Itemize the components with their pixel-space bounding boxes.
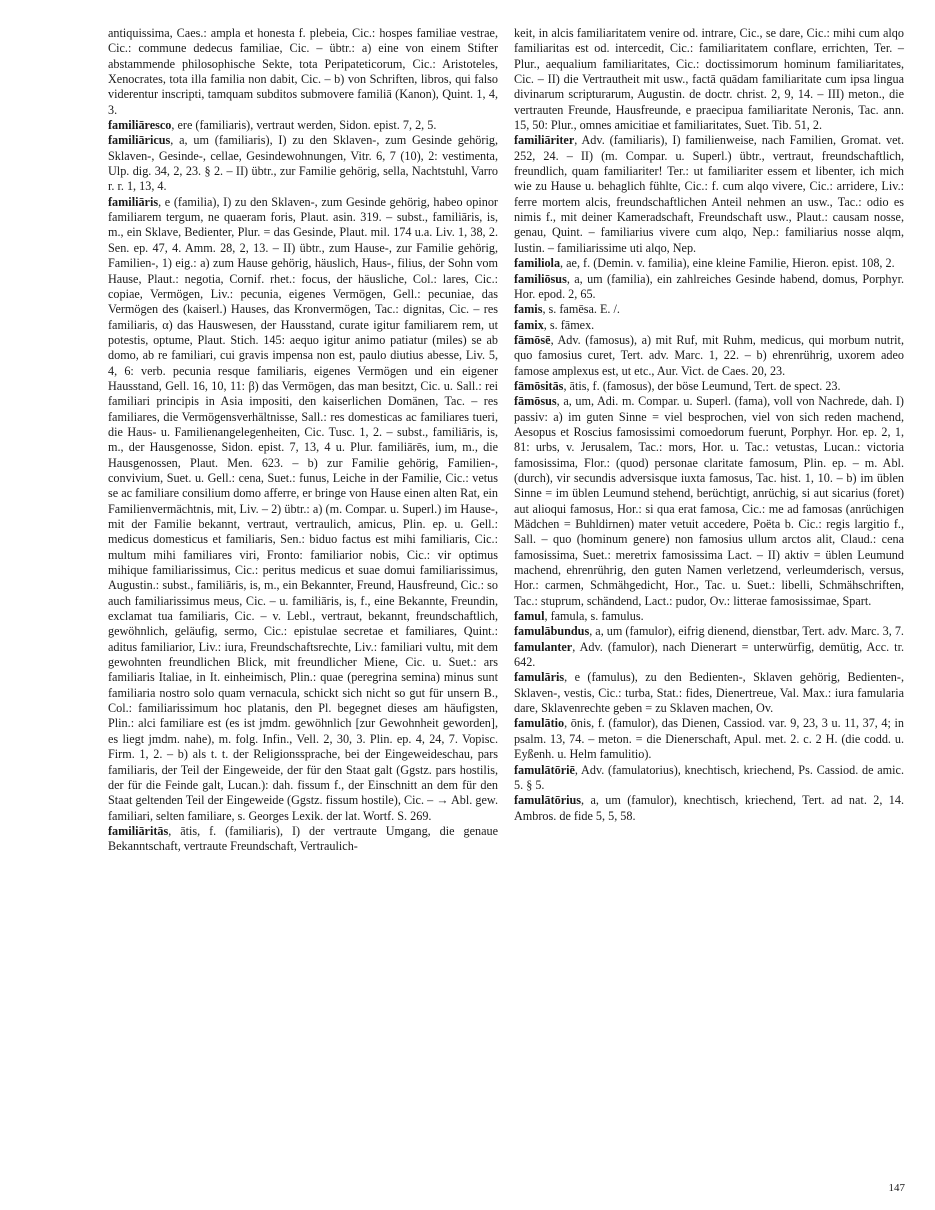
- dictionary-entry: fāmōsitās, ātis, f. (famosus), der böse Leumund, Tert. de spect. 23.: [514, 378, 841, 393]
- headword: fāmōsitās: [514, 378, 564, 393]
- headword: famulanter: [514, 639, 573, 654]
- dictionary-entry: familiāricus, a, um (familiaris), I) zu den Sklaven-, zum Gesinde gehörig, Sklaven-, Gesinde-, cellae, Gesindewohnungen, Vitr. 6, 7 (10), 2: vestimenta, Ulp. dig. 34, 2, 23. § 2. – II) übtr., zur Familie gehörig, sella, Nachtstuhl, Varro r. r. 1, 13, 4.: [108, 133, 498, 194]
- dictionary-entry: famulātōriē, Adv. (famulatorius), knechtisch, kriechend, Ps. Cassiod. de amic. 5. § 5.: [514, 762, 904, 792]
- page-number: 147: [888, 1182, 905, 1194]
- headword: famul: [514, 609, 545, 624]
- headword: familiola: [514, 256, 561, 271]
- headword: famulābundus: [514, 624, 590, 639]
- dictionary-entry: famulanter, Adv. (famulor), nach Dienerart = unterwürfig, demütig, Acc. tr. 642.: [514, 639, 904, 670]
- dictionary-entry: fāmōsus, a, um, Adi. m. Compar. u. Superl. (fama), voll von Nachrede, dah. I) passiv: a) im guten Sinne = viel besprochen, viel von sich reden machend, Aesopus et Roscius famosissimi comoedorum fuerunt, Porphyr. Hor. ep. 2, 1, 81: urbs, v. Jerusalem, Tac.: mors, Hor. u. Tac.: vetustas, Lucan.: victoria famosissima, Flor.: (quod) personae claritate famosum, Plin. ep. – m. Abl. (durch), vir secundis adversisque iuxta famosus, Tac. hist. 1, 10. – b) im üblen Sinne = im üblen Leumund stehend, berüchtigt, anrüchig, si aut sicarius (foret) aut alioqui famosus, Hor.: si qua erat famosa, Cic.: me ad famosas (anrüchigen Mädchen = Buhldirnen) mater vetuit accedere, Poëta b. Cic.: regis largitio f., Sall. – quo (hominum genere) non famosius ullum arctos alit, Claud.: cena famosissima, Suet.: meretrix famosissima Lact. – II) aktiv = üblen Leumund machend, ehrenrührig, den guten Namen verletzend, verleumderisch, versus, Hor.: carmen, Schmähgedicht, Hor., Tac. u. Suet.: libelli, Schmähschriften, Tac.: stuprum, schändend, Lact.: pudor, Ov.: litterae famosissimae, Spart.: [514, 394, 904, 608]
- headword: familiāricus: [108, 133, 171, 148]
- headword: famulātōrius: [514, 793, 582, 808]
- headword: famulāris: [514, 670, 565, 685]
- dictionary-entry: familiāris, e (familia), I) zu den Sklaven-, zum Gesinde gehörig, habeo opinor familiarem tergum, ne quaeram foris, Plaut. asin. 319. – subst., familiāris, is, m., ein Sklave, Bedienter, Plur. = das Gesinde, Plaut. mil. 174 u.a. Liv. 1, 38, 2. Sen. ep. 47, 4. Amm. 28, 2, 13. – II) übtr., zum Hause-, zur Familie gehörig, Familien-, 1) eig.: a) zum Hause gehörig, häuslich, Haus-, filius, der Sohn vom Hause, Plaut.: negotia, Cornif. rhet.: focus, der häusliche, Col.: lares, Cic.: copiae, Vermögen, Liv.: pecunia, eigenes Vermögen, Gell.: pecuniae, das Vermögen des (kaiserl.) Hauses, das Kronvermögen, Tac.: dignitas, Cic. – res familiaris, α) das Hauswesen, der Hausstand, curate igitur familiarem rem, ut potestis, optume, Plaut. Stich. 145: aequo igitur animo patiatur (miles) se ab domo, ab re familiari, cui gravis impensa non est, paulo diutius abesse, Liv. 5, 4, 6: verb. pecunia resque familiaris, eigenes Vermögen und ein eigener Hausstand, Gell. 16, 10, 11: β) das Vermögen, das man besitzt, Cic. u. Sall.: rei familiari principis in Asia impositi, den kaiserlichen Domänen, Tac. – res familiares, die Vermögensverhältnisse, Sall.: res domesticas ac familiares tueri, die Haus- u. Familienangelegenheiten, Cic. Tusc. 1, 2. – subst., familiāris, is, m., der Hausgenosse, Sidon. epist. 7, 13, 4 u. Plur. familiārēs, ium, m., die Hausgenossen, Plaut. Men. 623. – b) zur Familie gehörig, Familien-, convivium, Suet. u. Gell.: cena, Suet.: funus, Leiche in der Familie, Cic.: vetus se ac familiare consilium domo afferre, er bringe von Hause einen alten Rat, ein Familienvermächtnis, mit, Liv. – 2) übtr.: a) (m. Compar. u. Superl.) im Hause-, mit der Familie bekannt, vertraut, vertraulich, amicus, Plin. ep. u. Gell.: medicus domesticus et familiaris, Sen.: biduo factus est mihi familiaris, Cic.: multum mihi familiares viri, Fronto: familiarior nobis, Cic.: vir optimus mihique familiarissimus, Cic.: peritus medicus et suae domui familiarissimus, Augustin.: subst., familiāris, is, m., ein Bekannter, Freund, Hausfreund, Cic.: so auch familiarissimus meus, Cic. – u. familiāris, is, f., eine Bekannte, Freundin, exclamat tua familiaris, Cic. – v. Lebl., vertraut, bekannt, freundschaftlich, gewöhnlich, geläufig, sermo, Cic.: epistulae secretae et familiares, Quint.: aditus familiarior, Liv.: iura, Freundschaftsrechte, Liv.: familiari vultu, mit dem gewohnten freundlichen Blick, mit freundlicher Miene, Cic. u. Suet.: ars familiaris Italiae, in It. einheimisch, Plin.: quae (peregrina semina) minus sunt familiaria nostro solo quam vernacula, schickt sich nicht so gut für unsern B., Col.: familiarissimum hoc platanis, den Pl. begegnet dieses am häufigsten, Plin.: alci familiare est (es ist jmdm. gewöhnlich [zur Gewohnheit geworden], es liegt jmdm. nahe), m. folg. Infin., Vell. 2, 30, 3. Plin. ep. 4, 24, 7. Vopisc. Firm. 1, 2. – b) als t. t. der Religionssprache, bei der Eingeweideschau, pars familiaris, der Teil der Eingeweide, der für den Staat galt (Ggstz. pars hostilis, der für die Feinde galt, Lucan.): dah. fissum f., der Einschnitt an dem für den Staat geltenden Teil der Eingeweide (Ggstz. fissum hostile), Cic. – → Abl. gew. familiari, selten familiare, s. Georges Lexik. der lat. Wortf. S. 269.: [108, 194, 498, 823]
- dictionary-entry: familiōsus, a, um (familia), ein zahlreiches Gesinde habend, domus, Porphyr. Hor. epod. 2, 65.: [514, 271, 904, 301]
- headword: familiāris: [108, 194, 159, 209]
- dictionary-entry: familiāriter, Adv. (familiaris), I) familienweise, nach Familien, Gromat. vet. 252, 24. – II) (m. Compar. u. Superl.) übtr., vertraut, freundschaftlich, freundlich, quam familiariter! Ter.: ut familiariter essem et libenter, ich mich wie zu Hause u. behaglich fühlte, Cic.: f. cum alqo vivere, Cic.: arridere, Liv.: ferre mortem alcis, freundschaftlichen Anteil nehmen an usw., Tac.: odio es nimis f., mit deiner Kameradschaft, Freundschaft usw., Plaut.: causam nosse, genau, Quint. – familiarius vivere cum alqo, Nep.: familiarius nosse alqm, Iustin. – familiarissime uti alqo, Nep.: [514, 133, 904, 255]
- headword: famulātio: [514, 716, 565, 731]
- headword: familiōsus: [514, 271, 567, 286]
- dictionary-entry: famulābundus, a, um (famulor), eifrig dienend, dienstbar, Tert. adv. Marc. 3, 7.: [514, 624, 904, 639]
- dictionary-entry: familiāritās, ātis, f. (familiaris), I) der vertraute Umgang, die genaue Bekanntschaft, vertraute Freundschaft, Vertraulich-: [108, 823, 498, 854]
- headword: familiāritās: [108, 823, 169, 838]
- dictionary-entry: famulātio, ōnis, f. (famulor), das Dienen, Cassiod. var. 9, 23, 3 u. 11, 37, 4; in psalm. 13, 74. – meton. = die Dienerschaft, Apul. met. 2. c. 2 H. (die codd. u. Eyßenh. u. Helm famulitio).: [514, 716, 904, 762]
- dictionary-entry: antiquissima, Caes.: ampla et honesta f. plebeia, Cic.: hospes familiae vestrae, Cic.: commune dedecus familiae, Cic. – übtr.: a) eine von einem Stifter abstammende philosophische Sekte, tota Peripateticorum, Cic.: Aristoteles, Xenocrates, tota illa familia non dabit, Cic. – b) von Schriften, libros, qui falso viderentur inscripti, tamquam subditos submovere familiā (Kanon), Quint. 1, 4, 3.: [108, 26, 498, 117]
- dictionary-entry: fāmōsē, Adv. (famosus), a) mit Ruf, mit Ruhm, medicus, qui morbum nutrit, quo famosius curet, Tert. adv. Marc. 1, 22. – b) ehrenrührig, uxorem adeo famose amplexus est, ut etc., Aur. Vict. de Caes. 20, 23.: [514, 332, 904, 378]
- dictionary-entry: keit, in alcis familiaritatem venire od. intrare, Cic., se dare, Cic.: mihi cum alqo familiaritas est od. intercedit, Cic.: familiaritatem conflare, errichten, Ter. – Plur., aequalium familiaritates, Cic.: doctissimorum hominum familiaritates, Cic. – II) die Vertrautheit mit usw., factā quādam familiaritate cum ipsa lingua divinarum scripturarum, Augustin. de doctr. christ. 2, 9, 14. – III) meton., die vertrauten Freunde, Hausfreunde, e praecipua familiaritate Neronis, Tac. ann. 15, 50: Plur., omnes amicitiae et familiaritates, Suet. Tib. 51, 2.: [514, 26, 904, 133]
- headword: fāmōsē: [514, 332, 551, 347]
- dictionary-page: [108, 26, 904, 1186]
- right-column: [514, 26, 904, 1186]
- headword: famix: [514, 317, 544, 332]
- left-column: [108, 26, 498, 1186]
- dictionary-entry: famulātōrius, a, um (famulor), knechtisch, kriechend, Tert. ad nat. 2, 14. Ambros. de fide 5, 5, 58.: [514, 793, 904, 823]
- dictionary-entry: familiola, ae, f. (Demin. v. familia), eine kleine Familie, Hieron. epist. 108, 2.: [514, 256, 895, 271]
- dictionary-entry: famix, s. fāmex.: [514, 317, 595, 332]
- headword: famis: [514, 302, 543, 317]
- headword: fāmōsus: [514, 394, 557, 409]
- headword: familiāresco: [108, 118, 172, 133]
- dictionary-entry: familiāresco, ere (familiaris), vertraut werden, Sidon. epist. 7, 2, 5.: [108, 118, 437, 133]
- dictionary-entry: famis, s. famēsa. E. /.: [514, 302, 620, 317]
- dictionary-entry: famul, famula, s. famulus.: [514, 609, 644, 624]
- headword: famulātōriē: [514, 762, 575, 777]
- dictionary-entry: famulāris, e (famulus), zu den Bedienten-, Sklaven gehörig, Bedienten-, Sklaven-, vestis, Cic.: turba, Stat.: fides, Dienertreue, Val. Max.: iura famularia dare, Sklavenrechte geben = zu Sklaven machen, Ov.: [514, 670, 904, 716]
- headword: familiāriter: [514, 133, 575, 148]
